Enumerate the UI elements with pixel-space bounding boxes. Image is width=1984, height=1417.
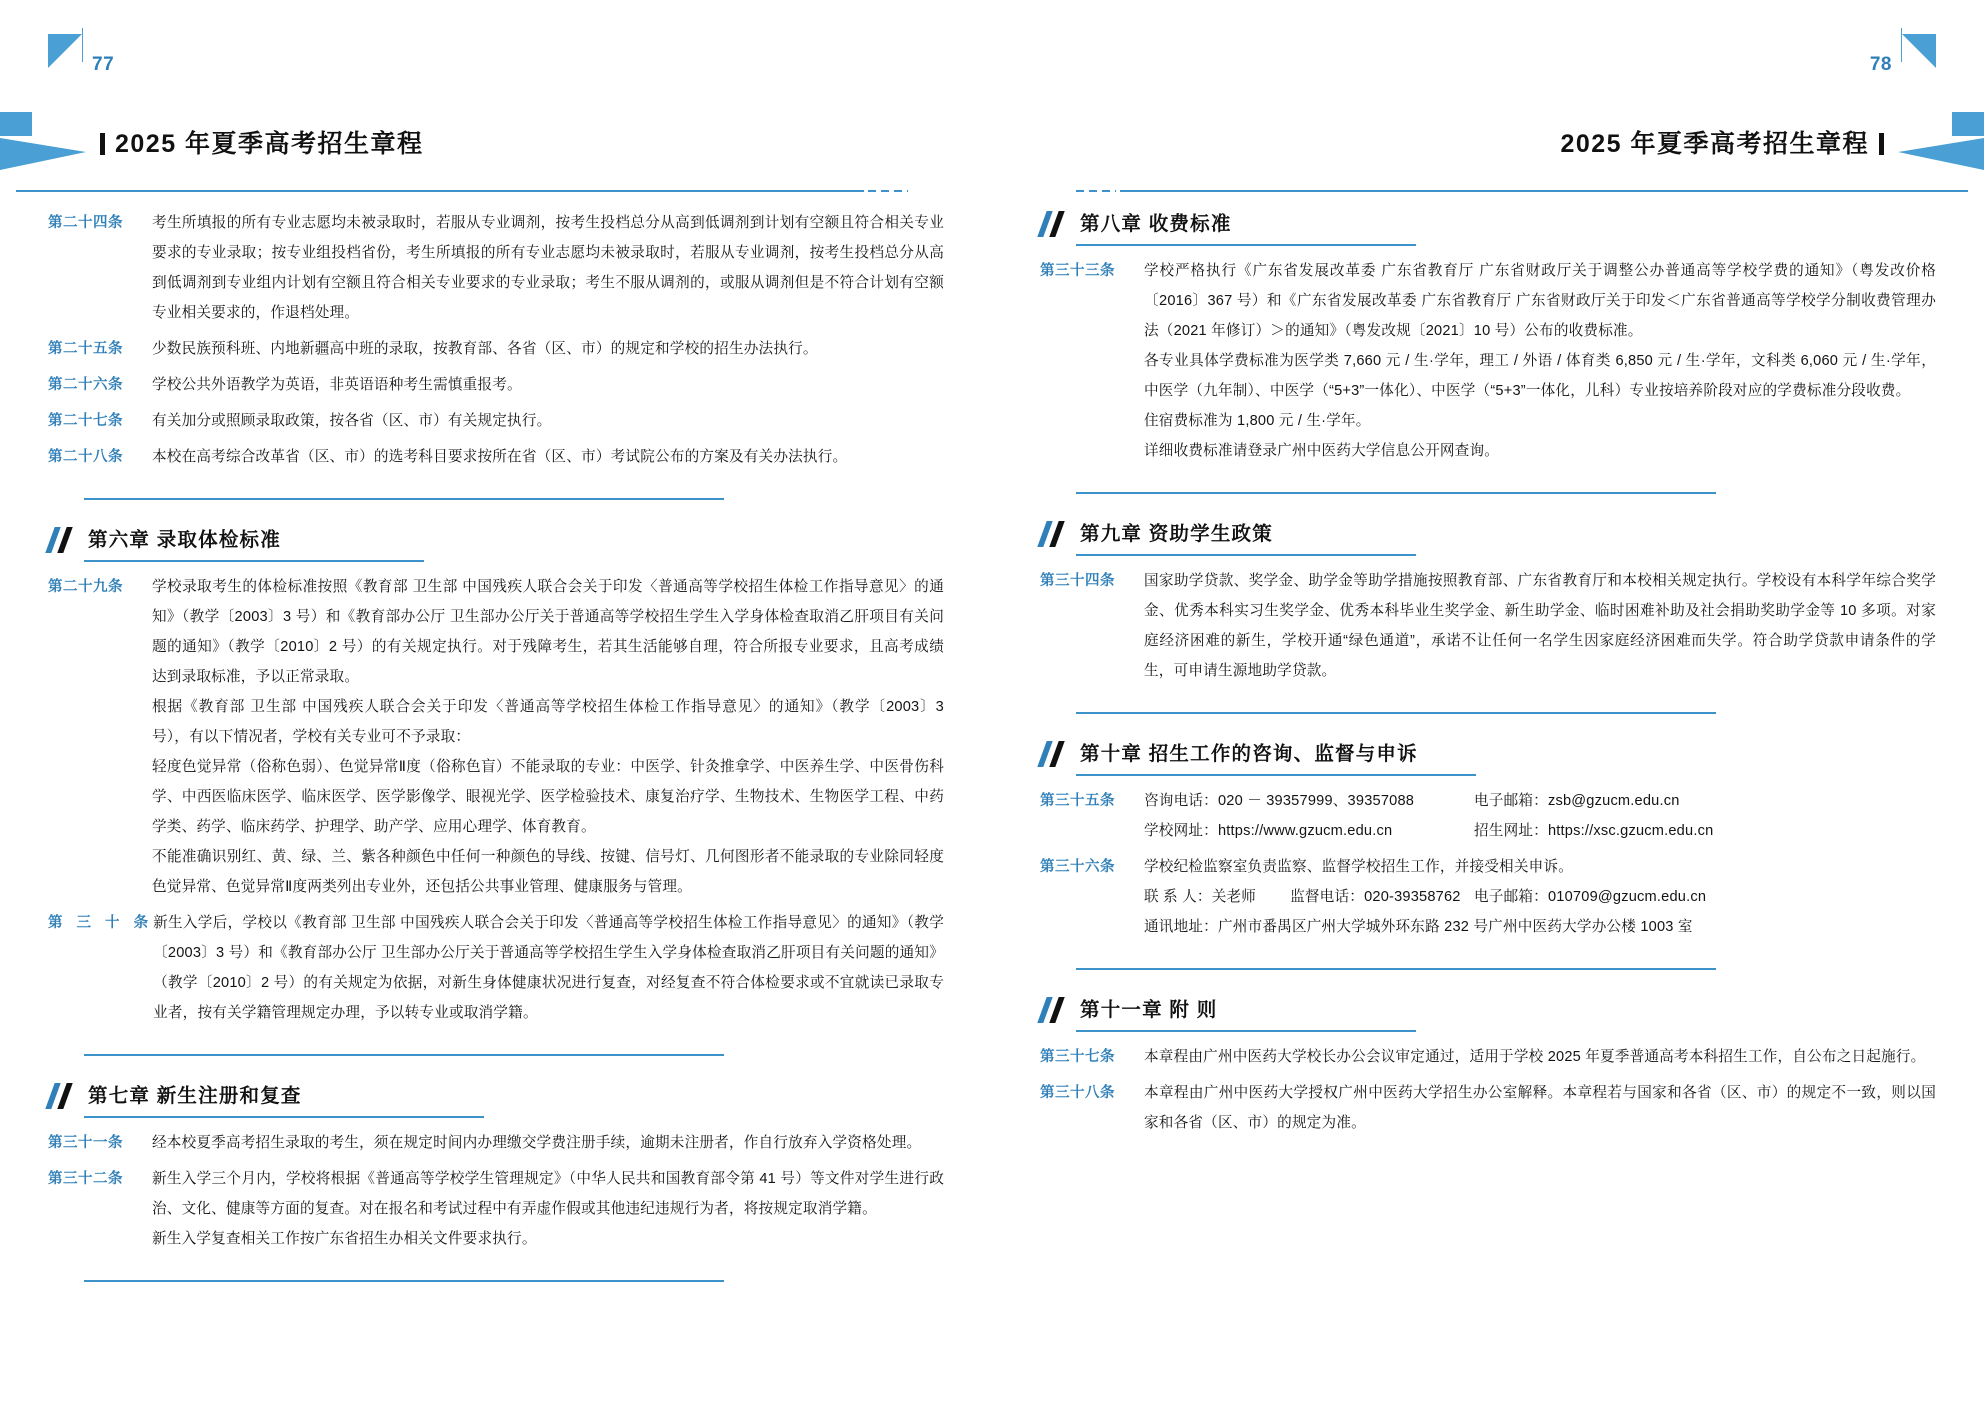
- article-body: [153, 908, 944, 1028]
- contact-label: 监督电话：: [1290, 889, 1365, 905]
- article-label: 第三十六条: [1040, 859, 1115, 875]
- double-slash-icon: [1040, 521, 1070, 547]
- title-bar-glyph-icon: [1879, 133, 1884, 155]
- contact-label: 通讯地址：: [1144, 919, 1218, 935]
- folio-row-left: [0, 28, 992, 76]
- article-row: [48, 334, 944, 364]
- article-paragraph: 新生入学复查相关工作按广东省招生办相关文件要求执行。: [152, 1231, 537, 1247]
- header-rule-solid: [16, 190, 864, 192]
- article-row: [1040, 1042, 1936, 1072]
- contact-row: [1144, 882, 1936, 912]
- article-label: 第三十七条: [1040, 1049, 1115, 1065]
- contact-phone: [1144, 786, 1474, 816]
- article-label: 第三十二条: [48, 1171, 123, 1187]
- folio-row-right: [992, 28, 1984, 76]
- article-label: 第三十五条: [1040, 793, 1115, 809]
- chapter-rule-top: [1076, 968, 1716, 970]
- article-body: [1144, 566, 1936, 686]
- chapter-underline: [84, 560, 424, 562]
- article-paragraph: 本章程由广州中医药大学校长办公会议审定通过，适用于学校 2025 年夏季普通高考本科招生工作，自公布之日起施行。: [1144, 1049, 1926, 1065]
- article-label: 第三十八条: [1040, 1085, 1115, 1101]
- folio-rule: [82, 28, 83, 62]
- contact-label: 招生网址：: [1474, 823, 1548, 839]
- article-body: [152, 370, 944, 400]
- article-paragraph: 学校严格执行《广东省发展改革委 广东省教育厅 广东省财政厅关于调整公办普通高等学校学费的通知》（粤发改价格〔2016〕367 号）和《广东省发展改革委 广东省教育厅 广东省财政厅关于印发＜广东省普通高等学校学分制收费管理办法（2021 年修订）＞的通知》（粤发改规〔2021〕10 号）公布的收费标准。: [1144, 263, 1936, 339]
- article-body: [152, 406, 944, 436]
- page-number-left: 77: [92, 54, 115, 75]
- article-paragraph: 学校纪检监察室负责监察、监督学校招生工作，并接受相关申诉。: [1144, 859, 1574, 875]
- article-label: 第二十七条: [48, 413, 123, 429]
- article-paragraph: 学校公共外语教学为英语，非英语语种考生需慎重报考。: [152, 377, 522, 393]
- double-slash-icon: [48, 1083, 78, 1109]
- article-label: 第二十九条: [48, 579, 123, 595]
- article-label: 第二十八条: [48, 449, 123, 465]
- article-body: [152, 1164, 944, 1254]
- article-label: 第二十四条: [48, 215, 123, 231]
- contact-label: 联 系 人：: [1144, 889, 1212, 905]
- chapter-title: 第十一章 附 则: [1080, 999, 1218, 1021]
- contact-email: [1474, 786, 1936, 816]
- chapter-rule-top: [84, 1054, 724, 1056]
- contact-value[interactable]: 010709@gzucm.edu.cn: [1547, 889, 1707, 905]
- chapter-heading-8: [1040, 208, 1936, 246]
- contact-value[interactable]: https://www.gzucm.edu.cn: [1217, 823, 1393, 839]
- article-row: [48, 208, 944, 328]
- contact-value: 关老师: [1211, 889, 1257, 905]
- article-paragraph: 经本校夏季高考招生录取的考生，须在规定时间内办理缴交学费注册手续，逾期未注册者，作自行放弃入学资格处理。: [152, 1135, 922, 1151]
- running-head-right-text: 2025 年夏季高考招生章程: [1560, 130, 1869, 158]
- article-paragraph: 根据《教育部 卫生部 中国残疾人联合会关于印发〈普通高等学校招生体检工作指导意见〉的通知》（教学〔2003〕3 号），有以下情况者，学校有关专业可不予录取：: [152, 699, 944, 745]
- contact-person: [1144, 882, 1474, 912]
- chapter-underline: [84, 1116, 484, 1118]
- chapter-title: 第八章 收费标准: [1080, 213, 1232, 235]
- article-paragraph: 本校在高考综合改革省（区、市）的选考科目要求按所在省（区、市）考试院公布的方案及有关办法执行。: [152, 449, 848, 465]
- header-rule-right: [1076, 190, 1968, 193]
- title-band-left: [0, 110, 992, 172]
- article-label: 第二十五条: [48, 341, 123, 357]
- chapter-underline: [1076, 244, 1416, 246]
- chapter-underline: [1076, 774, 1476, 776]
- running-head-left-text: 2025 年夏季高考招生章程: [115, 130, 424, 158]
- article-row: [48, 442, 944, 472]
- chapter-heading-11: [1040, 968, 1936, 1032]
- arrow-left-icon: [0, 110, 86, 172]
- section-divider-rule: [84, 1280, 724, 1282]
- article-row: [48, 1128, 944, 1158]
- article-label: 第三十四条: [1040, 573, 1115, 589]
- left-page-content: [48, 208, 944, 1282]
- contact-label: 电子邮箱：: [1474, 889, 1548, 905]
- header-rule-dashes: [868, 190, 908, 192]
- contact-label: 电子邮箱：: [1474, 793, 1548, 809]
- contact-label: 咨询电话：: [1144, 793, 1218, 809]
- article-paragraph: 学校录取考生的体检标准按照《教育部 卫生部 中国残疾人联合会关于印发〈普通高等学校招生体检工作指导意见〉的通知》（教学〔2003〕3 号）和《教育部办公厅 卫生部办公厅关于普通高等学校招生学生入学身体检查取消乙肝项目有关问题的通知》（教学〔2010〕2 号）的有关规定执行。对于残障考生，若其生活能够自理，符合所报专业要求，且高考成绩达到录取标准，予以正常录取。: [152, 579, 944, 685]
- corner-wedge-icon: [1902, 34, 1936, 68]
- contact-label: 学校网址：: [1144, 823, 1218, 839]
- chapter-title: 第九章 资助学生政策: [1080, 523, 1273, 545]
- double-slash-icon: [48, 527, 78, 553]
- article-paragraph: 新生入学三个月内，学校将根据《普通高等学校学生管理规定》（中华人民共和国教育部令第 41 号）等文件对学生进行政治、文化、健康等方面的复查。对在报名和考试过程中有弄虚作假或其他违纪违规行为者，将按规定取消学籍。: [152, 1171, 944, 1217]
- article-row: [1040, 1078, 1936, 1138]
- article-paragraph: 考生所填报的所有专业志愿均未被录取时，若服从专业调剂，按考生投档总分从高到低调剂到计划有空额且符合相关专业要求的专业录取；按专业组投档省份，考生所填报的所有专业志愿均未被录取时，若服从专业调剂，按考生投档总分从高到低调剂到专业组内计划有空额且符合相关专业要求的专业录取；考生不服从调剂的，或服从调剂但是不符合计划有空额专业相关要求的，作退档处理。: [152, 215, 944, 321]
- article-row: [48, 908, 944, 1028]
- article-paragraph: 住宿费标准为 1,800 元 / 生·学年。: [1144, 413, 1371, 429]
- postal-address-row: [1144, 912, 1936, 942]
- article-body: [1144, 1042, 1936, 1072]
- article-body: [1144, 1078, 1936, 1138]
- chapter-rule-top: [1076, 712, 1716, 714]
- article-paragraph: 有关加分或照顾录取政策，按各省（区、市）有关规定执行。: [152, 413, 552, 429]
- article-body: [1144, 852, 1936, 942]
- article-row: [1040, 786, 1936, 846]
- running-head-left: [100, 124, 424, 160]
- arrow-right-icon: [1898, 110, 1984, 172]
- article-row: [1040, 566, 1936, 686]
- article-body: [1144, 256, 1936, 466]
- contact-row: [1144, 816, 1936, 846]
- chapter-title: 第七章 新生注册和复查: [88, 1085, 302, 1107]
- article-row: [48, 406, 944, 436]
- article-label: 第三十一条: [48, 1135, 123, 1151]
- contact-website: [1144, 816, 1474, 846]
- title-bar-glyph-icon: [100, 133, 105, 155]
- double-slash-icon: [1040, 997, 1070, 1023]
- double-slash-icon: [1040, 211, 1070, 237]
- chapter-heading-9: [1040, 492, 1936, 556]
- article-paragraph: 国家助学贷款、奖学金、助学金等助学措施按照教育部、广东省教育厅和本校相关规定执行。学校设有本科学年综合奖学金、优秀本科实习生奖学金、优秀本科毕业生奖学金、新生助学金、临时困难补助及社会捐助奖助学金等 10 多项。对家庭经济困难的新生，学校开通“绿色通道”，承诺不让任何一名学生因家庭经济困难而失学。符合助学贷款申请条件的学生，可申请生源地助学贷款。: [1144, 573, 1936, 679]
- article-paragraph: 各专业具体学费标准为医学类 7,660 元 / 生·学年，理工 / 外语 / 体育类 6,850 元 / 生·学年，文科类 6,060 元 / 生·学年，中医学（九年制）、中医学（“5+3”一体化）、中医学（“5+3”一体化，儿科）专业按培养阶段对应的学费标准分段收费。: [1144, 353, 1936, 399]
- article-body: [152, 442, 944, 472]
- chapter-heading-7: [48, 1054, 944, 1118]
- article-row: [48, 572, 944, 902]
- article-row: [1040, 256, 1936, 466]
- article-label: 第二十六条: [48, 377, 123, 393]
- contact-row: [1144, 786, 1936, 816]
- contact-value: 020-39358762: [1364, 889, 1461, 905]
- page-right: [992, 0, 1984, 1417]
- supervision-email: [1474, 882, 1936, 912]
- article-body: [152, 572, 944, 902]
- article-paragraph: 详细收费标准请登录广州中医药大学信息公开网查询。: [1144, 443, 1500, 459]
- chapter-rule-top: [84, 498, 724, 500]
- corner-wedge-icon: [48, 34, 82, 68]
- chapter-title: 第六章 录取体检标准: [88, 529, 281, 551]
- header-rule-dashes: [1076, 190, 1116, 192]
- article-paragraph: 少数民族预科班、内地新疆高中班的录取，按教育部、各省（区、市）的规定和学校的招生办法执行。: [152, 341, 818, 357]
- chapter-underline: [1076, 554, 1416, 556]
- chapter-title: 第十章 招生工作的咨询、监督与申诉: [1080, 743, 1418, 765]
- double-slash-icon: [1040, 741, 1070, 767]
- article-paragraph: 不能准确识别红、黄、绿、兰、紫各种颜色中任何一种颜色的导线、按键、信号灯、几何图形者不能录取的专业除同轻度色觉异常、色觉异常Ⅱ度两类列出专业外，还包括公共事业管理、健康服务与管理。: [152, 849, 944, 895]
- article-row: [48, 1164, 944, 1254]
- folio-rule: [1901, 28, 1902, 62]
- article-row: [48, 370, 944, 400]
- article-paragraph: 轻度色觉异常（俗称色弱）、色觉异常Ⅱ度（俗称色盲）不能录取的专业：中医学、针灸推拿学、中医养生学、中医骨伤科学、中西医临床医学、临床医学、医学影像学、眼视光学、医学检验技术、康复治疗学、生物技术、生物医学工程、中药学类、药学、临床药学、护理学、助产学、应用心理学、体育教育。: [152, 759, 944, 835]
- contact-value[interactable]: https://xsc.gzucm.edu.cn: [1547, 823, 1714, 839]
- article-body: [152, 208, 944, 328]
- running-head-right: [1560, 124, 1884, 160]
- article-label: 第 三 十 条: [48, 915, 154, 931]
- article-body: [152, 1128, 944, 1158]
- article-paragraph: 本章程由广州中医药大学授权广州中医药大学招生办公室解释。本章程若与国家和各省（区、市）的规定不一致，则以国家和各省（区、市）的规定为准。: [1144, 1085, 1936, 1131]
- chapter-heading-10: [1040, 712, 1936, 776]
- article-body: [1144, 786, 1936, 846]
- article-paragraph: 新生入学后，学校以《教育部 卫生部 中国残疾人联合会关于印发〈普通高等学校招生体检工作指导意见〉的通知》（教学〔2003〕3 号）和《教育部办公厅 卫生部办公厅关于普通高等学校招生学生入学身体检查取消乙肝项目有关问题的通知》（教学〔2010〕2 号）的有关规定为依据，对新生身体健康状况进行复查，对经复查不符合体检要求或不宜就读已录取专业者，按有关学籍管理规定办理，予以转专业或取消学籍。: [153, 915, 944, 1021]
- header-rule-solid: [1120, 190, 1968, 192]
- header-rule-left: [16, 190, 908, 193]
- article-body: [152, 334, 944, 364]
- contact-value[interactable]: zsb@gzucm.edu.cn: [1547, 793, 1680, 809]
- right-page-content: [1040, 208, 1936, 1144]
- article-row: [1040, 852, 1936, 942]
- article-label: 第三十三条: [1040, 263, 1115, 279]
- chapter-rule-top: [1076, 492, 1716, 494]
- contact-value: 广州市番禺区广州大学城外环东路 232 号广州中医药大学办公楼 1003 室: [1217, 919, 1693, 935]
- page-number-right: 78: [1869, 54, 1892, 75]
- contact-admissions-site: [1474, 816, 1936, 846]
- chapter-heading-6: [48, 498, 944, 562]
- contact-value: 020 － 39357999、39357088: [1217, 793, 1415, 809]
- title-band-right: [992, 110, 1984, 172]
- chapter-underline: [1076, 1030, 1416, 1032]
